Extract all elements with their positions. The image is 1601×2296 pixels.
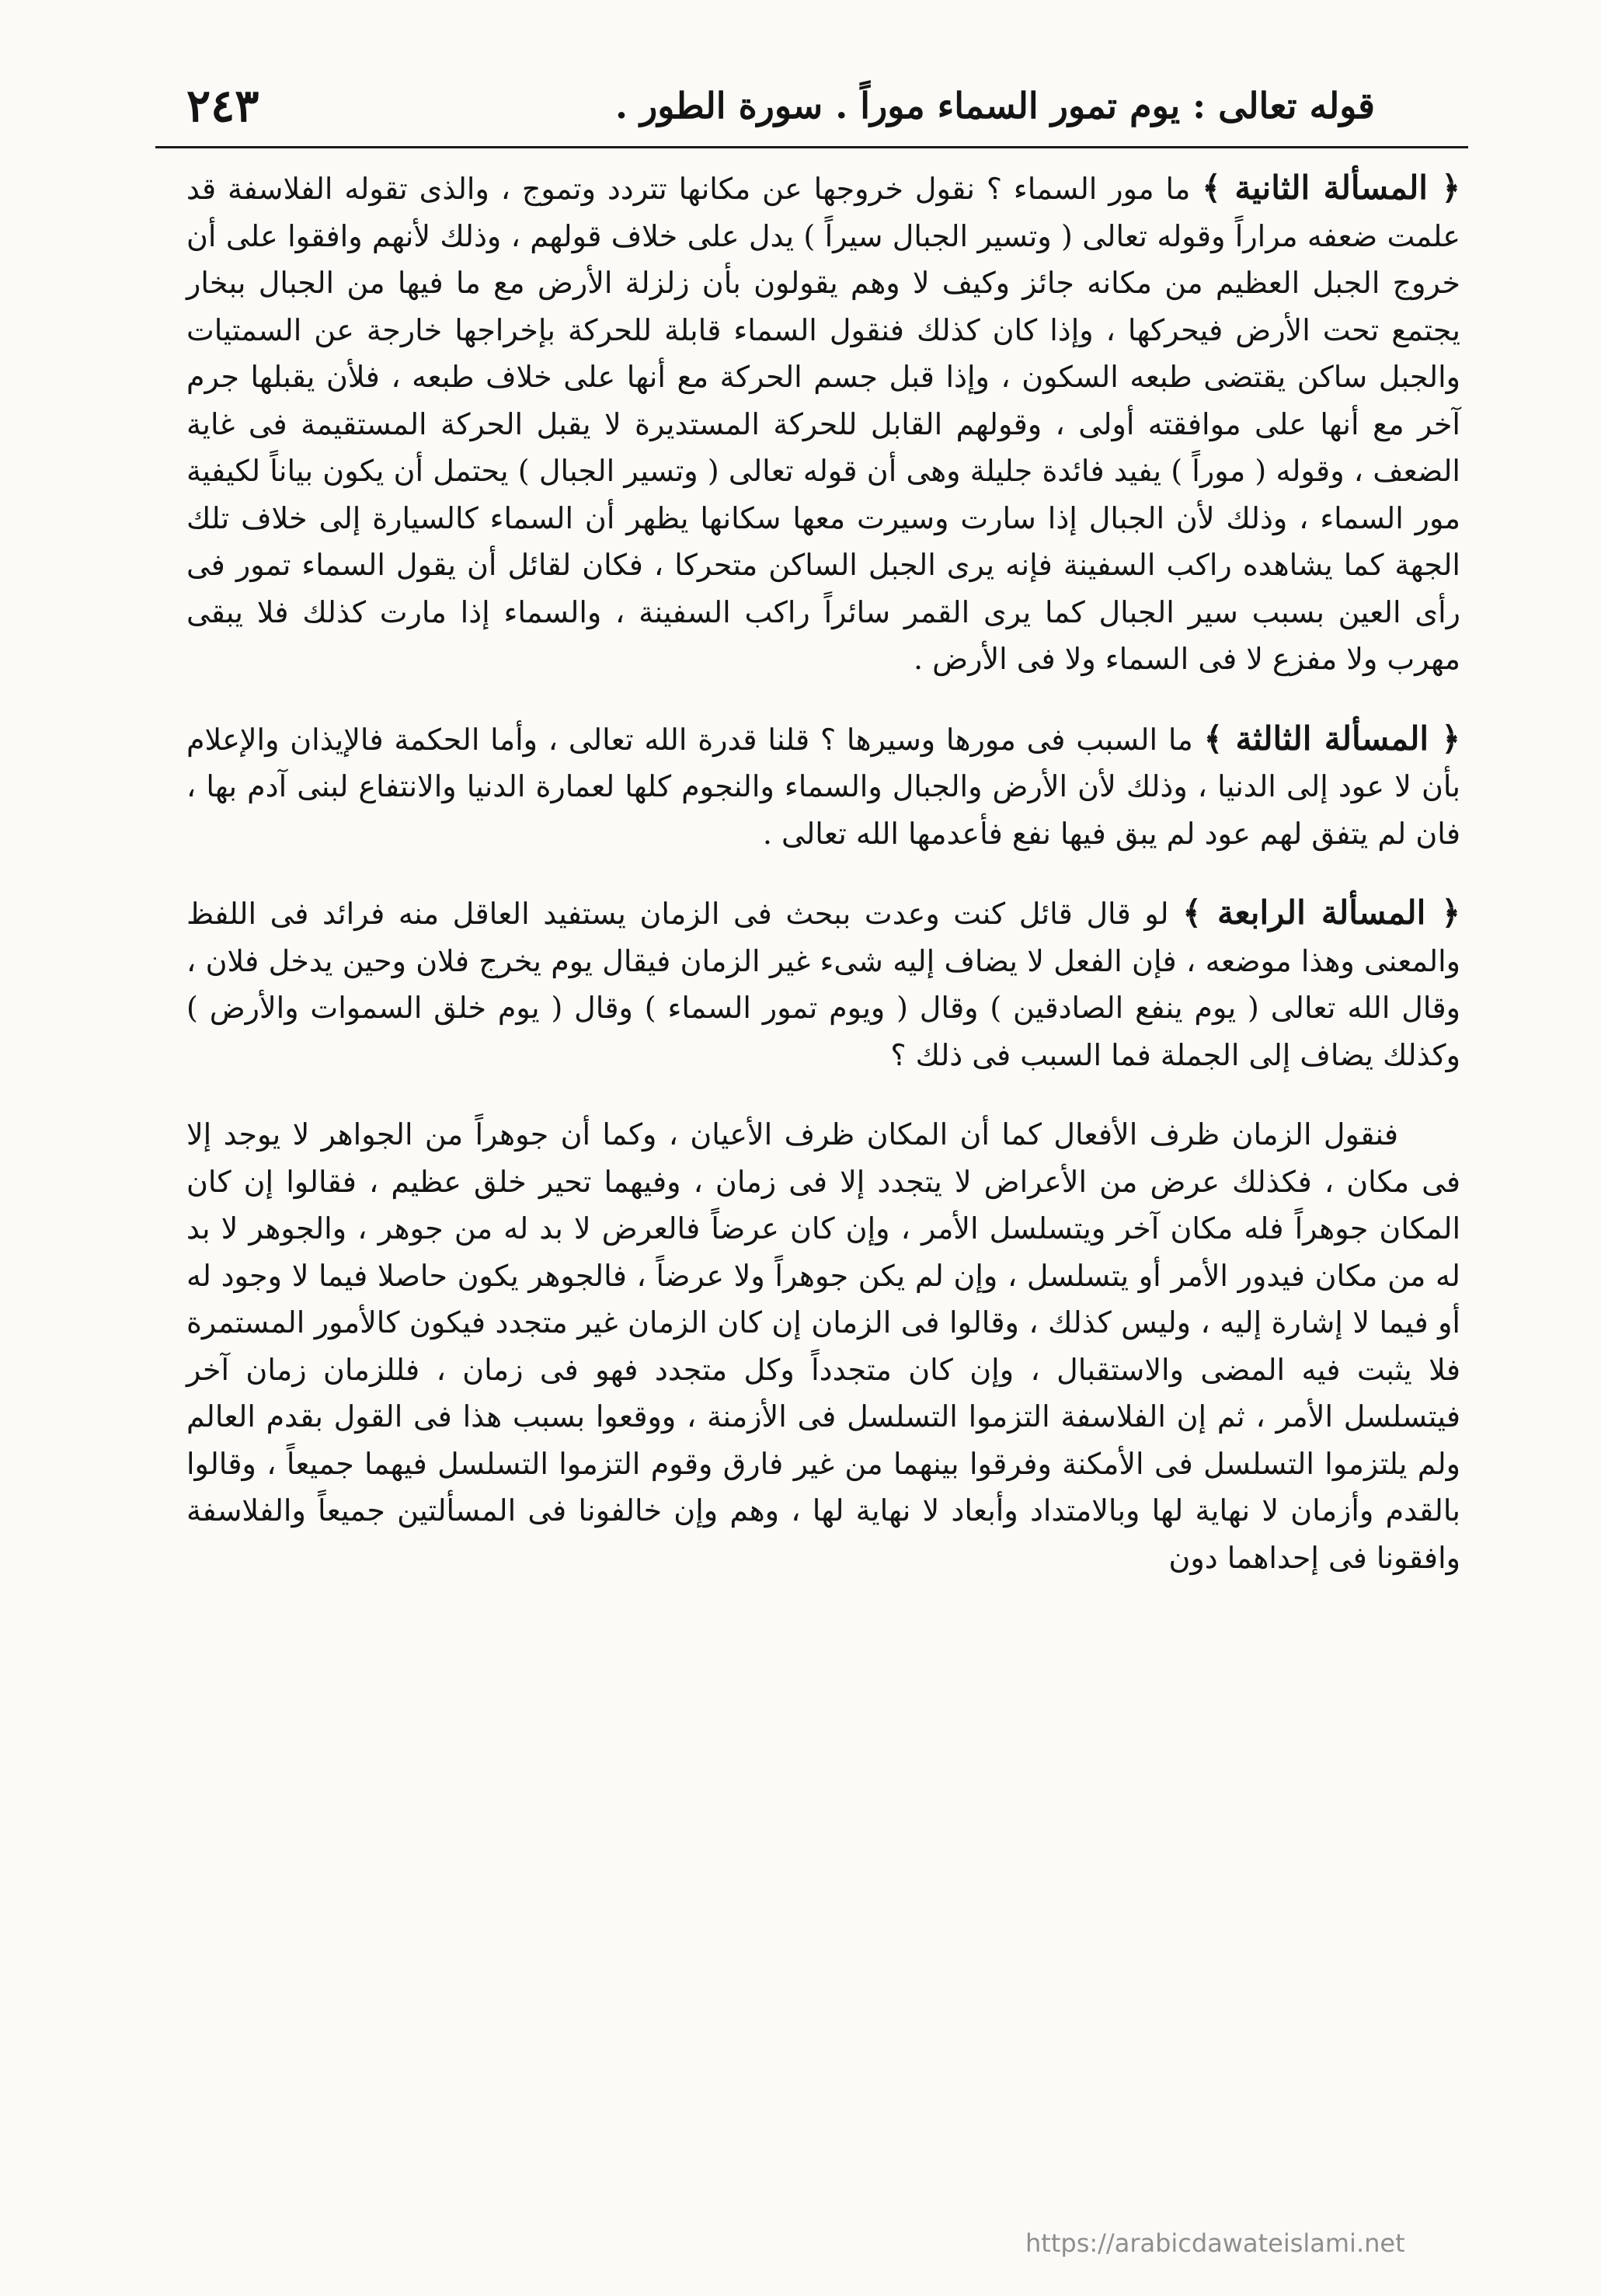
paragraph-text: ما مور السماء ؟ نقول خروجها عن مكانها تتردد وتموج ، والذى تقوله الفلاسفة قد علمت ضعفه مراراً وقوله تعالى ( وتسير الجبال سيراً ) يدل على خلاف قولهم ، وذلك لأنهم وافقوا على أن خروج الجبل العظيم من مكانه جائز وكيف لا وهم يقولون بأن زلزلة الأرض مع ما فيها من الجبال ببخار يجتمع تحت الأرض فيحركها ، وإذا كان كذلك فنقول السماء قابلة للحركة بإخراجها خارجة عن السمتيات والجبل ساكن يقتضى طبعه السكون ، وإذا قبل جسم الحركة مع أنها على خلاف طبعه ، فلأن يقبلها جرم آخر مع أنها على موافقته أولى ، وقولهم القابل للحركة المستديرة لا يقبل الحركة المستقيمة فى غاية الضعف ، وقوله ( موراً ) يفيد فائدة جليلة وهى أن قوله تعالى ( وتسير الجبال ) يحتمل أن يكون بياناً لكيفية مور السماء ، وذلك لأن الجبال إذا سارت وسيرت معها سكانها يظهر أن السماء كالسيارة إلى خلاف تلك الجهة كما يشاهده راكب السفينة فإنه يرى الجبل الساكن متحركا ، فكان لقائل أن يقول السماء تمور فى رأى العين بسبب سير الجبال كما يرى القمر سائراً راكب السفينة ، والسماء إذا مارت كذلك فلا يبقى مهرب ولا مفزع لا فى السماء ولا فى الأرض . [186,172,1460,676]
page-body [186,165,1460,1581]
section-heading [1204,719,1460,758]
section-heading [1202,169,1460,207]
heading-label: المسألة الثالثة [1235,719,1429,758]
section-heading [1182,894,1460,932]
ornate-bracket-open: ﴿ [1441,169,1461,207]
running-header [155,75,1468,137]
paragraph-masala-3 [186,716,1460,858]
source-watermark: https://arabicdawateislami.net [1025,2228,1405,2258]
ornate-bracket-close: ﴾ [1202,169,1221,207]
header-title: قوله تعالى : يوم تمور السماء موراً . سورة الطور . [615,85,1375,127]
ornate-bracket-open: ﴿ [1441,894,1461,932]
paragraph-text: لو قال قائل كنت وعدت ببحث فى الزمان يستفيد العاقل منه فرائد فى اللفظ والمعنى وهذا موضعه ، فإن الفعل لا يضاف إليه شىء غير الزمان فيقال يوم يخرج فلان وحين يدخل فلان ، وقال الله تعالى ( يوم ينفع الصادقين ) وقال ( ويوم تمور السماء ) وقال ( يوم خلق السموات والأرض ) وكذلك يضاف إلى الجملة فما السبب فى ذلك ؟ [186,897,1460,1072]
ornate-bracket-close: ﴾ [1203,719,1223,758]
ornate-bracket-close: ﴾ [1182,894,1202,932]
header-divider [155,146,1468,148]
paragraph-answer [186,1111,1460,1581]
paragraph-masala-2 [186,165,1460,683]
heading-label: المسألة الرابعة [1216,894,1426,932]
ornate-bracket-open: ﴿ [1441,719,1461,758]
paragraph-masala-4 [186,890,1460,1078]
page-number: ٢٤٣ [186,79,259,132]
paragraph-text: ما السبب فى مورها وسيرها ؟ قلنا قدرة الله تعالى ، وأما الحكمة فالإيذان والإعلام بأن لا عود إلى الدنيا ، وذلك لأن الأرض والجبال والسماء والنجوم كلها لعمارة الدنيا والانتفاع لبنى آدم بها ، فان لم يتفق لهم عود لم يبق فيها نفع فأعدمها الله تعالى . [186,722,1460,851]
heading-label: المسألة الثانية [1234,169,1428,207]
paragraph-text: فنقول الزمان ظرف الأفعال كما أن المكان ظرف الأعيان ، وكما أن جوهراً من الجواهر لا يوجد إلا فى مكان ، فكذلك عرض من الأعراض لا يتجدد إلا فى زمان ، وفيهما تحير خلق عظيم ، فقالوا إن كان المكان جوهراً فله مكان آخر ويتسلسل الأمر ، وإن كان عرضاً فالعرض لا بد له من جوهر ، والجوهر لا بد له من مكان فيدور الأمر أو يتسلسل ، وإن لم يكن جوهراً ولا عرضاً ، فالجوهر يكون حاصلا فيما لا وجود له أو فيما لا إشارة إليه ، وليس كذلك ، وقالوا فى الزمان إن كان الزمان غير متجدد فيكون كالأمور المستمرة فلا يثبت فيه المضى والاستقبال ، وإن كان متجدداً وكل متجدد فهو فى زمان ، فللزمان زمان آخر فيتسلسل الأمر ، ثم إن الفلاسفة التزموا التسلسل فى الأزمنة ، ووقعوا بسبب هذا فى القول بقدم العالم ولم يلتزموا التسلسل فى الأمكنة وفرقوا بينهما من غير فارق وقوم التزموا التسلسل فيهما جميعاً ، وقالوا بالقدم وأزمان لا نهاية لها وبالامتداد وأبعاد لا نهاية لها ، وهم وإن خالفونا فى المسألتين جميعاً والفلاسفة وافقونا فى إحداهما دون [186,1117,1461,1575]
